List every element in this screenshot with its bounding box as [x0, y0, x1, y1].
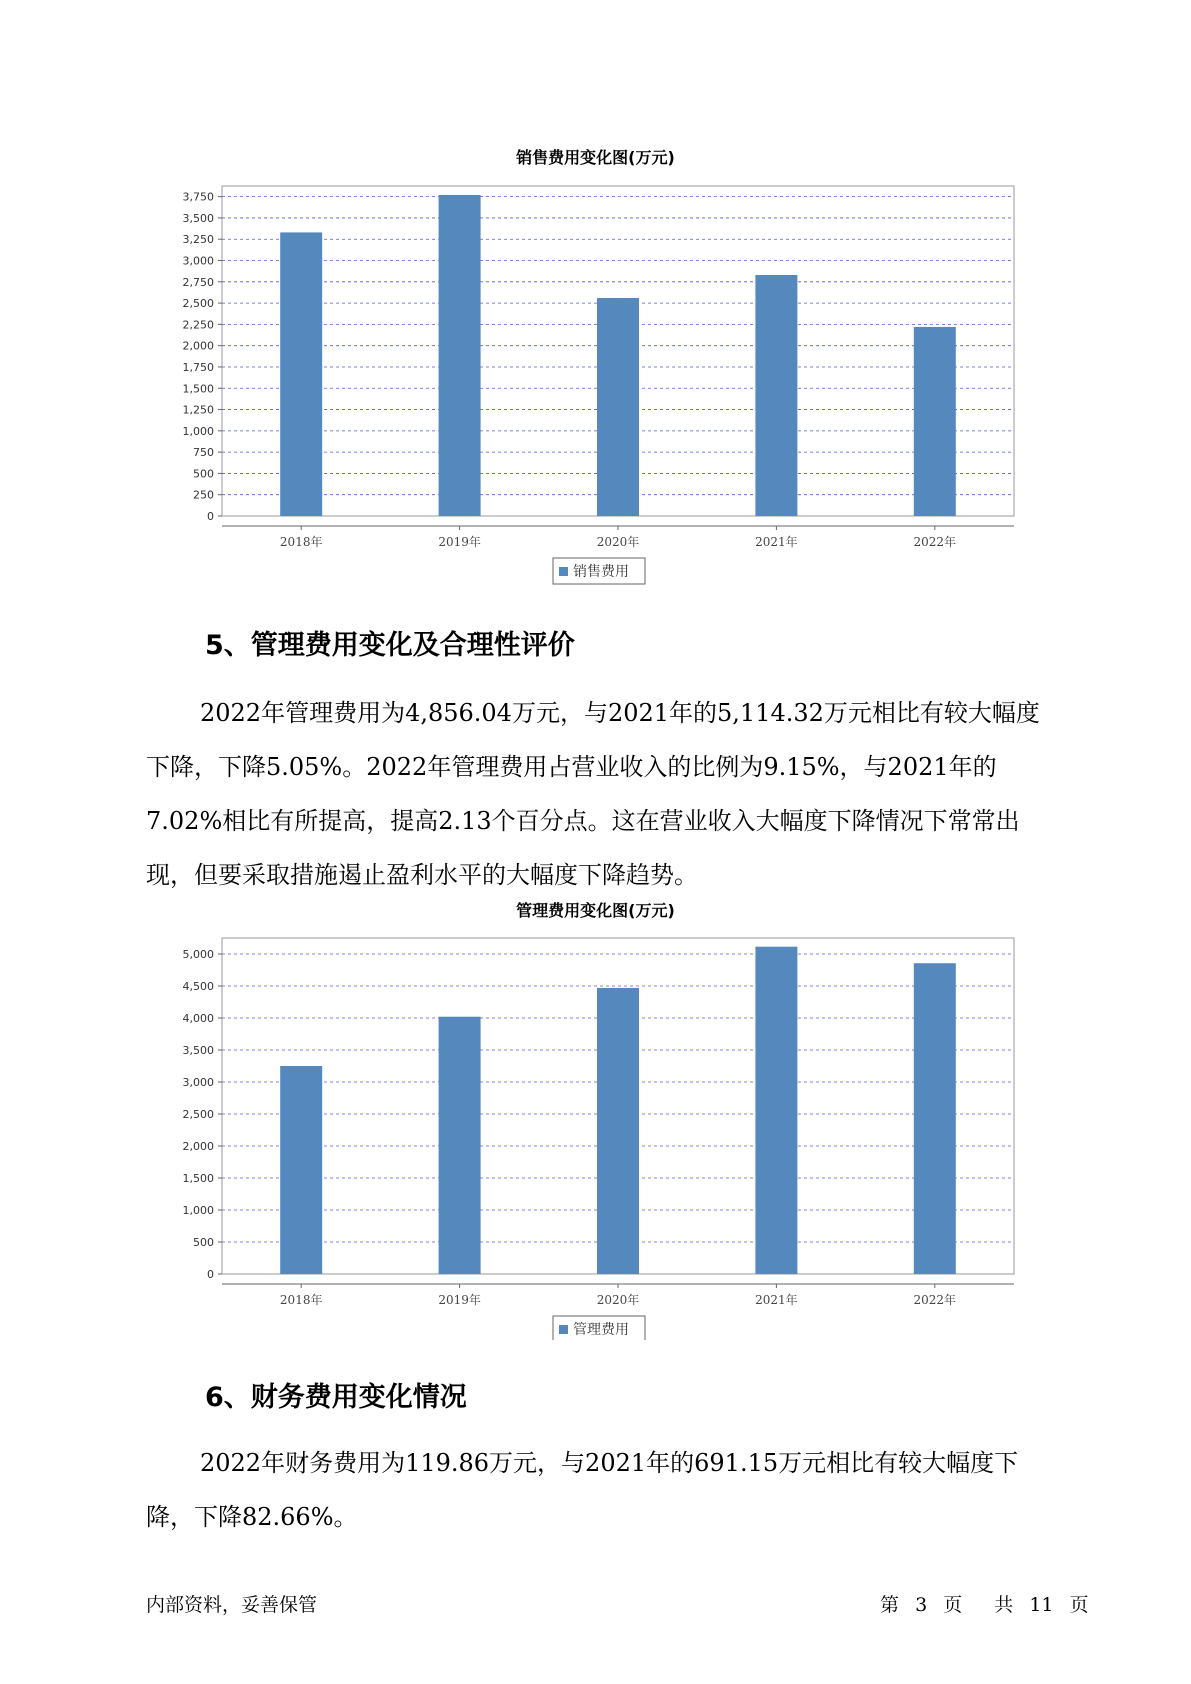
chart1-title: 销售费用变化图(万元)	[516, 148, 675, 167]
page-unit: 页	[943, 1594, 963, 1616]
bar-2022年	[914, 963, 956, 1274]
x-tick-label: 2019年	[438, 1293, 481, 1307]
footer-page-info	[880, 1590, 1095, 1617]
footer-confidential: 内部资料，妥善保管	[146, 1594, 318, 1616]
y-tick-label: 1,500	[182, 1172, 214, 1185]
y-tick-label: 3,000	[182, 1076, 214, 1089]
total-prefix: 共	[994, 1594, 1014, 1616]
bar-2018年	[280, 1066, 322, 1274]
page-number: 3	[915, 1594, 928, 1616]
chart2-title: 管理费用变化图(万元)	[516, 901, 675, 920]
y-tick-label: 2,500	[182, 297, 214, 311]
x-tick-label: 2021年	[755, 535, 798, 549]
y-tick-label: 500	[193, 1236, 214, 1249]
y-tick-label: 1,000	[182, 424, 214, 438]
bar-2020年	[597, 298, 639, 516]
y-tick-label: 3,750	[182, 190, 214, 204]
y-tick-label: 5,000	[182, 948, 214, 961]
section5-paragraph: 2022年管理费用为4,856.04万元，与2021年的5,114.32万元相比有较大幅度下降，下降5.05%。2022年管理费用占营业收入的比例为9.15%，与2021年的7.02%相比有所提高，提高2.13个百分点。这在营业收入大幅度下降情况下常常出现，但要采取措施遏止盈利水平的大幅度下降趋势。	[146, 699, 1040, 889]
x-tick-label: 2018年	[279, 1293, 323, 1307]
y-tick-label: 2,250	[182, 318, 214, 332]
legend-label: 管理费用	[573, 1322, 629, 1338]
page-prefix: 第	[880, 1594, 900, 1616]
x-tick-label: 2018年	[279, 535, 323, 549]
total-unit: 页	[1069, 1594, 1089, 1616]
y-tick-label: 1,250	[182, 403, 214, 417]
y-tick-label: 2,000	[182, 339, 214, 353]
y-tick-label: 1,750	[182, 360, 214, 374]
x-tick-label: 2021年	[755, 1293, 798, 1307]
section5-heading: 5、管理费用变化及合理性评价	[205, 630, 575, 661]
bar-2022年	[914, 327, 956, 516]
x-tick-label: 2020年	[596, 1293, 640, 1307]
x-tick-label: 2022年	[913, 535, 957, 549]
total-pages: 11	[1029, 1594, 1054, 1616]
y-tick-label: 2,500	[182, 1108, 214, 1121]
legend-swatch	[559, 1325, 568, 1334]
bar-2019年	[439, 195, 481, 516]
y-tick-label: 3,500	[182, 1044, 214, 1057]
y-tick-label: 1,000	[182, 1204, 214, 1217]
x-tick-label: 2019年	[438, 535, 481, 549]
bar-2019年	[439, 1017, 481, 1274]
y-tick-label: 750	[193, 446, 214, 460]
y-tick-label: 1,500	[182, 382, 214, 396]
section6-paragraph: 2022年财务费用为119.86万元，与2021年的691.15万元相比有较大幅度下降，下降82.66%。	[146, 1449, 1019, 1531]
bar-2020年	[597, 988, 639, 1274]
y-tick-label: 3,000	[182, 254, 214, 268]
x-tick-label: 2020年	[596, 535, 640, 549]
y-tick-label: 0	[207, 1268, 214, 1281]
bar-2018年	[280, 232, 322, 516]
y-tick-label: 3,250	[182, 233, 214, 247]
y-tick-label: 250	[193, 488, 214, 502]
y-tick-label: 3,500	[182, 211, 214, 225]
admin-expense-chart	[0, 920, 1191, 1340]
legend-label: 销售费用	[573, 564, 629, 580]
y-tick-label: 2,750	[182, 275, 214, 289]
x-tick-label: 2022年	[913, 1293, 957, 1307]
sales-expense-chart	[0, 170, 1191, 590]
bar-2021年	[755, 275, 797, 516]
legend-swatch	[559, 567, 568, 576]
y-tick-label: 2,000	[182, 1140, 214, 1153]
y-tick-label: 0	[207, 510, 214, 523]
y-tick-label: 500	[193, 467, 214, 481]
y-tick-label: 4,500	[182, 980, 214, 993]
section6-heading: 6、财务费用变化情况	[205, 1382, 467, 1413]
y-tick-label: 4,000	[182, 1012, 214, 1025]
bar-2021年	[755, 947, 797, 1274]
